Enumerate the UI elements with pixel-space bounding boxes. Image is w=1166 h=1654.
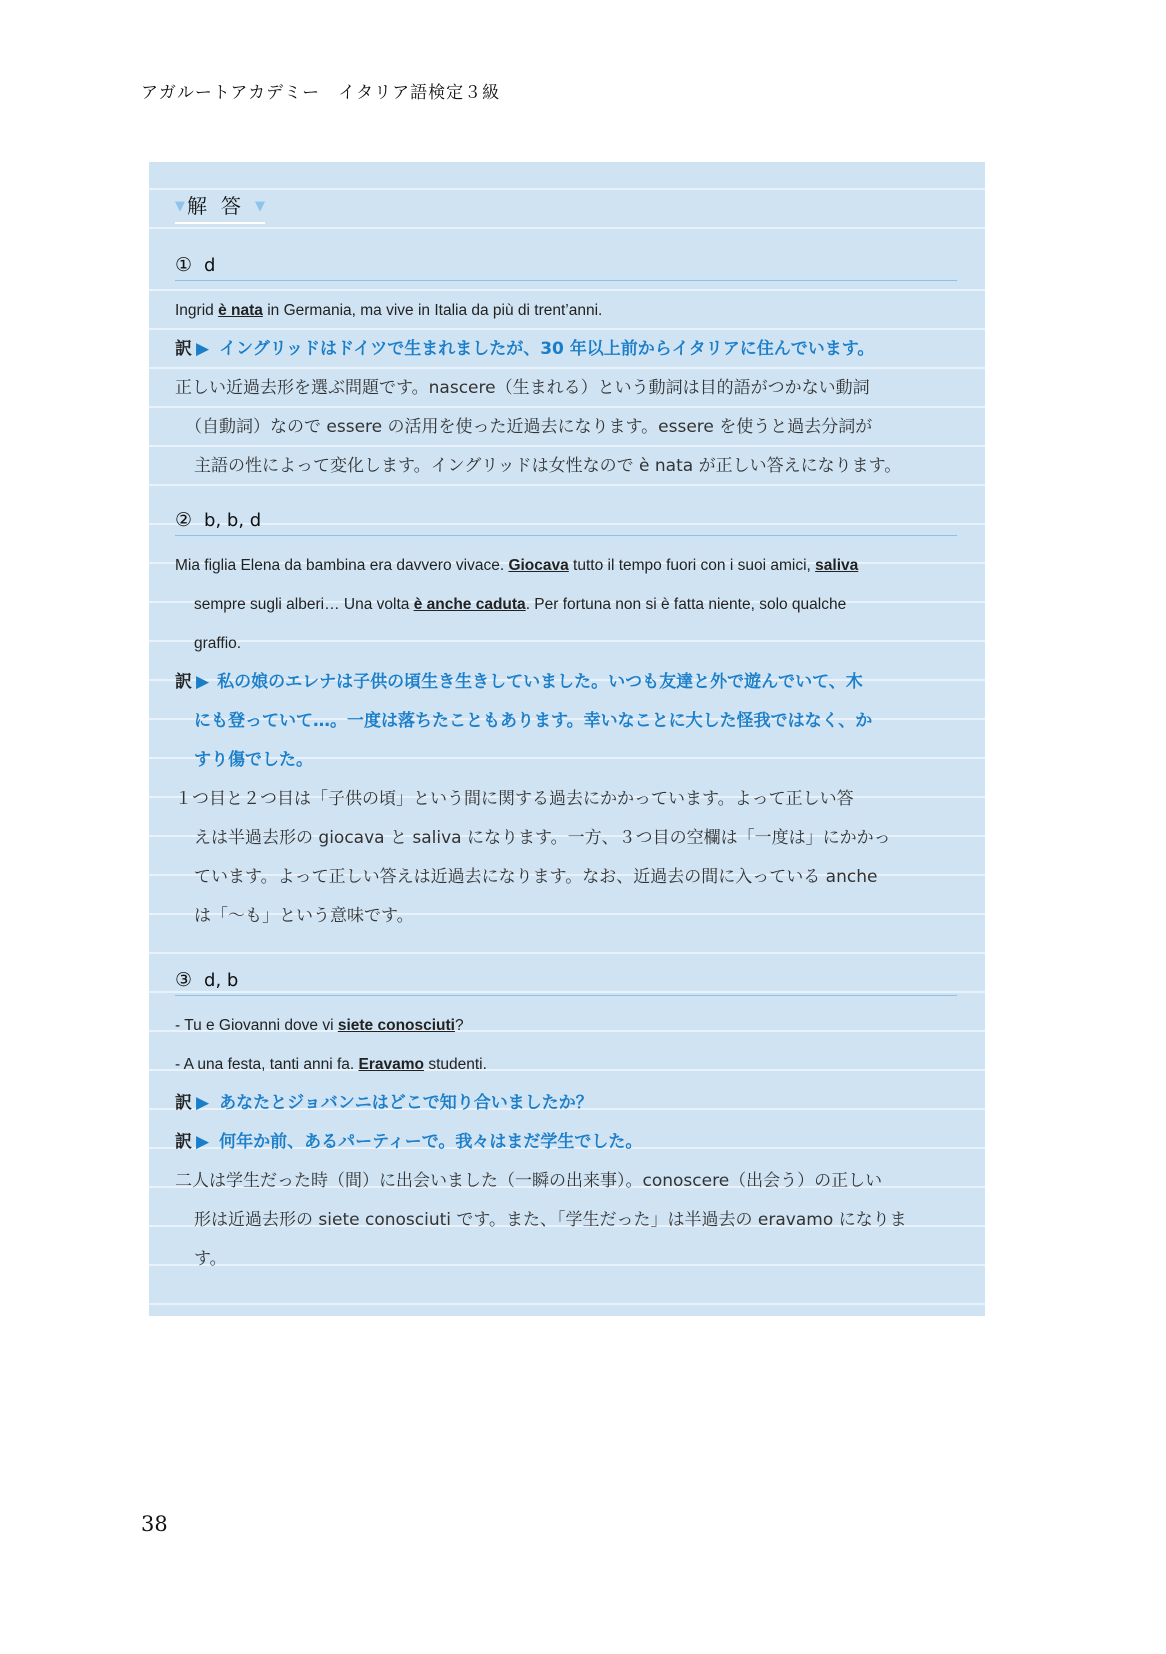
italian-dialogue-line: - A una festa, tanti anni fa. Eravamo studenti.: [175, 1056, 487, 1073]
answer-panel: [149, 162, 985, 1316]
translation-line: 訳 ▶ 私の娘のエレナは子供の頃生き生きしていました。いつも友達と外で遊んでいて、木: [175, 672, 863, 692]
explanation-line: ています。よって正しい答えは近過去になります。なお、近過去の間に入っている anche: [194, 867, 878, 887]
translation-tag: 訳: [175, 339, 192, 359]
italian-sentence: sempre sugli alberi… Una volta è anche caduta. Per fortuna non si è fatta niente, solo qualche: [194, 596, 847, 613]
translation-line: にも登っていて…。一度は落ちたこともあります。幸いなことに大した怪我ではなく、か: [194, 711, 873, 731]
translation-tag: 訳: [175, 672, 192, 692]
answer-section-3: [175, 967, 957, 1279]
answer-section-2: [175, 507, 957, 936]
answer-choice: b, b, d: [204, 510, 262, 531]
translation-tag: 訳: [175, 1132, 192, 1152]
answers-title: ▼ 解答▼: [175, 190, 265, 224]
translation-line: すり傷でした。: [194, 750, 313, 770]
explanation-line: は「～も」という意味です。: [194, 906, 414, 926]
explanation-line: 正しい近過去形を選ぶ問題です。nascere（生まれる）という動詞は目的語がつかない動詞: [175, 378, 870, 398]
explanation-line: えは半過去形の giocava と saliva になります。一方、３つ目の空欄は「一度は」にかかっ: [194, 828, 891, 848]
answer-underline: Giocava: [508, 557, 569, 574]
explanation-line: （自動詞）なので essere の活用を使った近過去になります。essere を使うと過去分詞が: [185, 417, 873, 437]
translation-line: 訳 ▶ あなたとジョバンニはどこで知り合いましたか？: [175, 1093, 593, 1113]
translation-tag: 訳: [175, 1093, 192, 1113]
question-heading: ② b, b, d: [175, 507, 957, 536]
question-heading: ③ d, b: [175, 967, 957, 996]
answer-underline: è anche caduta: [413, 596, 526, 613]
question-heading: ① d: [175, 252, 957, 281]
arrow-right-icon: ▶: [196, 1093, 210, 1113]
answer-section-1: [175, 252, 957, 486]
running-header: アガルートアカデミー イタリア語検定３級: [141, 83, 501, 103]
italian-sentence: Ingrid è nata in Germania, ma vive in Italia da più di trent’anni.: [175, 302, 603, 319]
answer-underline: Eravamo: [358, 1056, 425, 1073]
explanation-line: 二人は学生だった時（間）に出会いました（一瞬の出来事）。conoscere（出会う）の正しい: [175, 1171, 883, 1191]
arrow-right-icon: ▶: [196, 672, 210, 692]
triangle-left-icon: ▼: [175, 199, 185, 214]
arrow-right-icon: ▶: [196, 1132, 210, 1152]
answer-underline: siete conosciuti: [337, 1017, 455, 1034]
explanation-line: 主語の性によって変化します。イングリッドは女性なので è nata が正しい答えになります。: [194, 456, 902, 476]
answer-choice: d, b: [204, 970, 239, 991]
italian-dialogue-line: - Tu e Giovanni dove vi siete conosciuti?: [175, 1017, 464, 1034]
triangle-right-icon: ▼: [255, 199, 265, 214]
translation-line: 訳 ▶ イングリッドはドイツで生まれましたが、30 年以上前からイタリアに住んでいます。: [175, 339, 875, 359]
arrow-right-icon: ▶: [196, 339, 210, 359]
explanation-line: １つ目と２つ目は「子供の頃」という間に関する過去にかかっています。よって正しい答: [175, 789, 854, 809]
italian-sentence: Mia figlia Elena da bambina era davvero vivace. Giocava tutto il tempo fuori con i suoi amici, saliva: [175, 557, 859, 574]
page-number: 38: [141, 1512, 168, 1536]
answer-underline: è nata: [218, 302, 263, 319]
translation-line: 訳 ▶ 何年か前、あるパーティーで。我々はまだ学生でした。: [175, 1132, 643, 1152]
answer-underline: saliva: [815, 557, 859, 574]
explanation-line: す。: [194, 1249, 227, 1269]
explanation-line: 形は近過去形の siete conosciuti です。また、「学生だった」は半過去の eravamo になりま: [194, 1210, 907, 1230]
italian-sentence: graffio.: [194, 635, 242, 652]
answer-choice: d: [204, 255, 216, 276]
